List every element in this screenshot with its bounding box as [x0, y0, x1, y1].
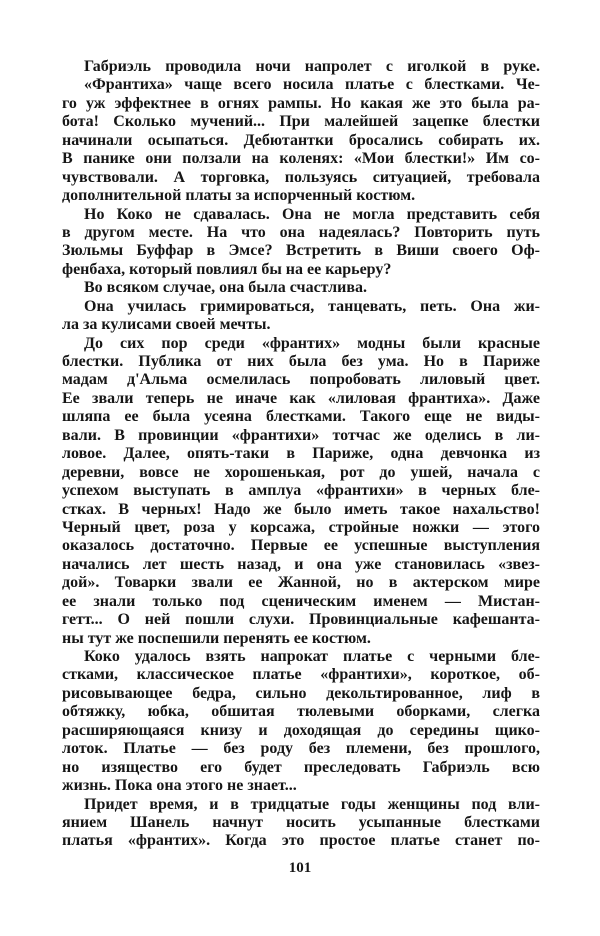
text-line: ны тут же поспешили перенять ее костюм.	[62, 629, 371, 647]
text-line: го уж эффектнее в огнях рампы. Но какая же это была ра-	[62, 94, 540, 112]
text-line: дополнительной платы за испорченный костюм.	[62, 187, 416, 205]
paragraph	[62, 279, 540, 297]
text-line: шляпа ее была усеяна блестками. Такого еще не виды-	[62, 408, 540, 426]
text-line: ловое. Далее, опять-таки в Париже, одна девчонка из	[62, 445, 540, 463]
text-line: В панике они ползали на коленях: «Мои блестки!» Им со-	[62, 150, 540, 168]
text-line: в другом месте. На что она надеялась? Повторить путь	[62, 223, 540, 241]
text-line: Она училась гримироваться, танцевать, петь. Она жи-	[84, 297, 540, 315]
paragraph	[62, 76, 540, 205]
text-line: стками, классическое платье «франтихи», короткое, об-	[62, 666, 540, 684]
text-line: блестки. Публика от них была без ума. Но в Париже	[62, 353, 540, 370]
text-line: расширяющаяся книзу и доходящая до середины щико-	[62, 721, 540, 739]
text-line: но изящество его будет преследовать Габриэль всю	[62, 758, 540, 776]
text-line: Но Коко не сдавалась. Она не могла представить себя	[84, 205, 540, 223]
text-line: лоток. Платье — без роду без племени, без прошлого,	[62, 740, 540, 758]
text-line: жизнь. Пока она этого не знает...	[62, 777, 297, 795]
text-line: ла за кулисами своей мечты.	[62, 316, 271, 334]
paragraph	[62, 796, 540, 851]
text-line: Коко удалось взять напрокат платье с черными бле-	[84, 648, 540, 665]
text-line: Придет время, и в тридцатые годы женщины под вли-	[84, 795, 540, 813]
text-line: бота! Сколько мучений... При малейшей зацепке блестки	[62, 113, 540, 131]
text-line: платья «франтих». Когда это простое платье станет по-	[62, 832, 540, 850]
paragraph	[62, 335, 540, 648]
text-line: чувствовали. А торговка, пользуясь ситуацией, требовала	[62, 168, 540, 186]
text-line: рисовывающее бедра, сильно декольтированное, лиф в	[62, 684, 540, 702]
text-line: оказалось достаточно. Первые ее успешные выступления	[62, 537, 540, 555]
paragraph	[62, 206, 540, 280]
text-line: Зюльмы Буффар в Эмсе? Встретить в Виши своего Оф-	[62, 242, 540, 260]
text-line: «Франтиха» чаще всего носила платье с блестками. Че-	[84, 76, 540, 94]
text-line: успехом выступать в амплуа «франтихи» в черных бле-	[62, 482, 540, 500]
text-line: мадам д'Альма осмелилась попробовать лиловый цвет.	[62, 371, 540, 389]
text-line: дой». Товарки звали ее Жанной, но в актерском мире	[62, 574, 540, 592]
text-line: начались лет шесть назад, и она уже становилась «звез-	[62, 555, 540, 573]
paragraph	[62, 648, 540, 796]
page-body-text	[62, 58, 540, 851]
text-line: янием Шанель начнут носить усыпанные блестками	[62, 813, 540, 831]
text-line: вали. В провинции «франтихи» тотчас же оделись в ли-	[62, 426, 540, 444]
text-line: гетт... О ней пошли слухи. Провинциальные кафешанта-	[62, 611, 540, 629]
text-line: Габриэль проводила ночи напролет с иголкой в руке.	[84, 58, 540, 75]
text-line: Во всяком случае, она была счастлива.	[84, 279, 367, 297]
text-line: обтяжку, юбка, обшитая тюлевыми оборками, слегка	[62, 703, 540, 721]
text-line: Черный цвет, роза у корсажа, стройные ножки — этого	[62, 518, 540, 536]
paragraph	[62, 58, 540, 76]
paragraph	[62, 298, 540, 335]
text-line: Ее звали теперь не иначе как «лиловая франтиха». Даже	[62, 389, 540, 407]
text-line: начинали осыпаться. Дебютантки бросались собирать их.	[62, 131, 540, 149]
text-line: До сих пор среди «франтих» модны были красные	[84, 334, 540, 352]
text-line: стках. В черных! Надо же было иметь такое нахальство!	[62, 500, 540, 518]
text-line: фенбаха, который повлиял бы на ее карьеру?	[62, 260, 392, 278]
text-line: деревни, вовсе не хорошенькая, рот до ушей, начала с	[62, 463, 540, 481]
page-number: 101	[288, 860, 312, 876]
text-line: ее знали только под сценическим именем — Мистан-	[62, 592, 540, 610]
